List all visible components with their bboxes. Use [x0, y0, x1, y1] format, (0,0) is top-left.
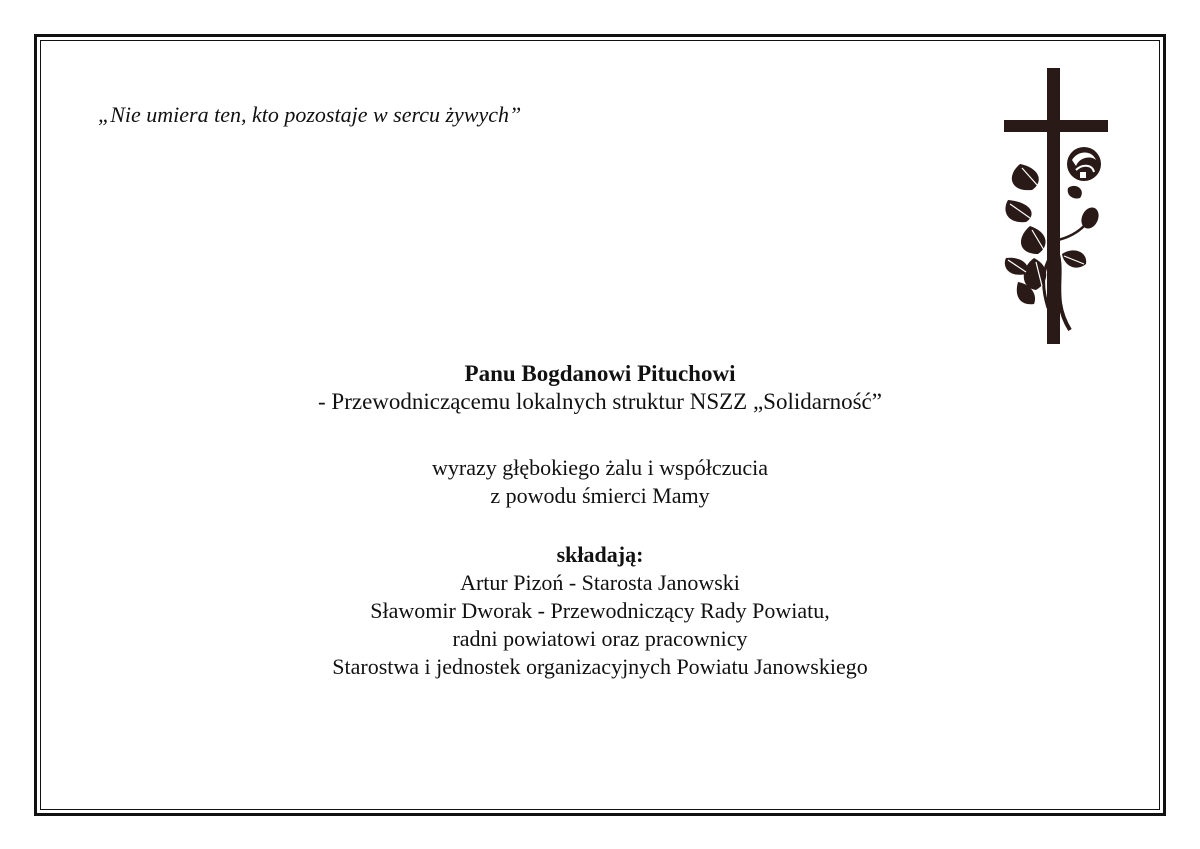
condolence-line-1: wyrazy głębokiego żalu i współczucia — [432, 455, 768, 480]
signatory-line: radni powiatowi oraz pracownicy — [452, 626, 748, 651]
condolence-line-2: z powodu śmierci Mamy — [490, 483, 710, 508]
signatories-block — [0, 541, 1200, 681]
inner-border — [40, 40, 1160, 810]
cross-with-rose-icon — [1000, 68, 1112, 344]
epigraph-quote: „Nie umiera ten, kto pozostaje w sercu żywych” — [98, 102, 522, 127]
signatory-line: Starostwa i jednostek organizacyjnych Powiatu Janowskiego — [332, 654, 868, 679]
condolence-block — [0, 454, 1200, 510]
recipient-role: - Przewodniczącemu lokalnych struktur NSZZ „Solidarność” — [318, 389, 882, 414]
signatory-line: Artur Pizoń - Starosta Janowski — [460, 570, 740, 595]
signatories-heading: składają: — [556, 542, 644, 567]
recipient-block — [0, 360, 1200, 416]
recipient-name: Panu Bogdanowi Pituchowi — [464, 361, 736, 386]
signatory-line: Sławomir Dworak - Przewodniczący Rady Powiatu, — [370, 598, 830, 623]
